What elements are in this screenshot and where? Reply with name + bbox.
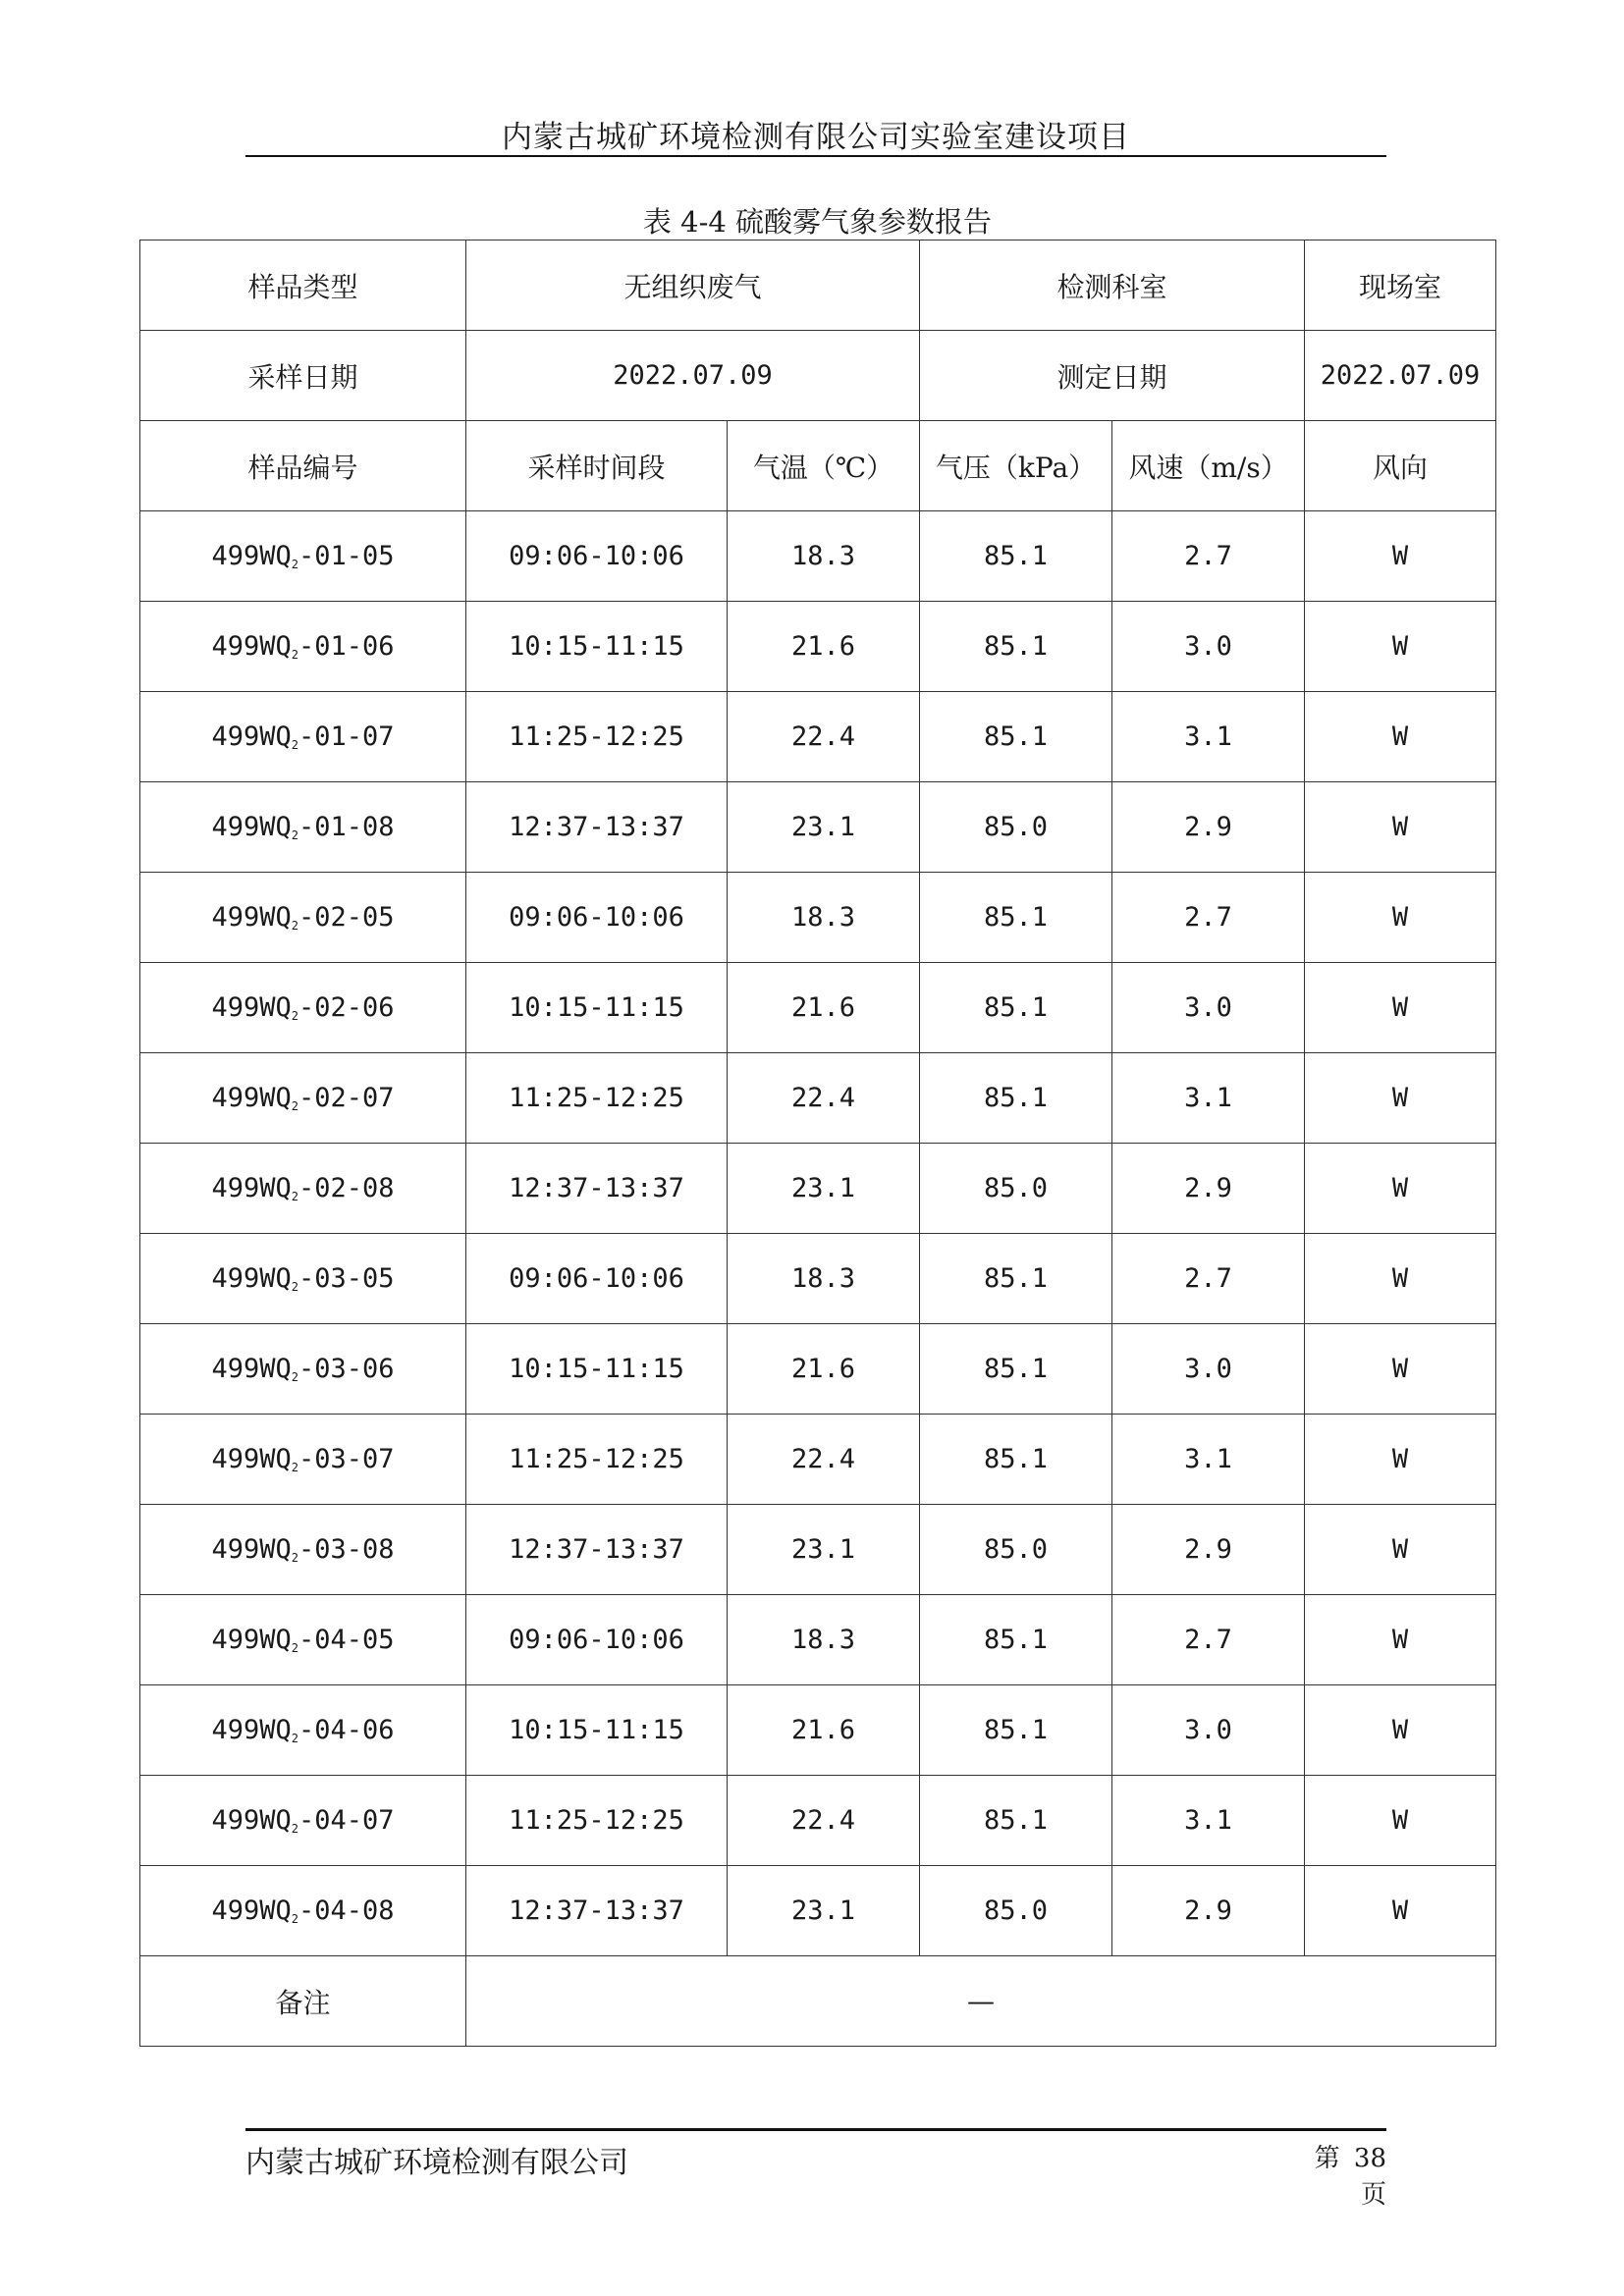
wind-dir-cell: W: [1305, 873, 1496, 963]
table-row: [140, 1776, 1496, 1866]
sample-id-subscript: 2: [291, 828, 298, 842]
wind-dir-cell: W: [1305, 1324, 1496, 1415]
pressure-cell: 85.0: [920, 1866, 1112, 1956]
sample-id-subscript: 2: [291, 1732, 298, 1745]
wind-dir-cell: W: [1305, 782, 1496, 873]
col-header-time: 采样时间段: [466, 421, 728, 511]
table-row: [140, 782, 1496, 873]
header-rule: [245, 155, 1386, 157]
sample-id-cell: [140, 1234, 466, 1324]
sample-id-prefix: 499WQ: [211, 1625, 292, 1655]
wind-dir-cell: W: [1305, 1685, 1496, 1776]
table-caption: 表 4-4 硫酸雾气象参数报告: [642, 205, 993, 239]
temp-cell: 23.1: [728, 1866, 920, 1956]
sample-type-value: 无组织废气: [466, 240, 920, 331]
pressure-cell: 85.1: [920, 1685, 1112, 1776]
time-cell: 11:25-12:25: [466, 1776, 728, 1866]
sample-id-prefix: 499WQ: [211, 631, 292, 662]
footer-company: 内蒙古城矿环境检测有限公司: [245, 2146, 628, 2180]
weather-parameter-table: [139, 240, 1496, 2047]
sample-id-prefix: 499WQ: [211, 721, 292, 752]
col-header-sample-id: 样品编号: [140, 421, 466, 511]
wind-speed-cell: 3.1: [1112, 1776, 1305, 1866]
pressure-cell: 85.0: [920, 1505, 1112, 1595]
table-row: [140, 1866, 1496, 1956]
temp-cell: 21.6: [728, 602, 920, 692]
sample-id-cell: [140, 873, 466, 963]
sample-id-cell: [140, 602, 466, 692]
sample-id-subscript: 2: [291, 1099, 298, 1113]
sample-id-suffix: -04-07: [298, 1805, 395, 1836]
lab-value: 现场室: [1305, 240, 1496, 331]
sample-id-prefix: 499WQ: [211, 1715, 292, 1745]
wind-dir-cell: W: [1305, 1866, 1496, 1956]
temp-cell: 22.4: [728, 692, 920, 782]
sample-id-prefix: 499WQ: [211, 812, 292, 842]
sample-id-prefix: 499WQ: [211, 1263, 292, 1294]
time-cell: 10:15-11:15: [466, 602, 728, 692]
sample-id-suffix: -01-08: [298, 812, 395, 842]
table-row: [140, 1595, 1496, 1685]
wind-dir-cell: W: [1305, 1234, 1496, 1324]
sample-id-cell: [140, 1776, 466, 1866]
sample-id-suffix: -02-06: [298, 992, 395, 1023]
table-body: [140, 240, 1496, 2047]
wind-speed-cell: 2.7: [1112, 1595, 1305, 1685]
remarks-row: [140, 1956, 1496, 2047]
sample-id-suffix: -01-05: [298, 541, 395, 571]
test-date-label: 测定日期: [920, 331, 1305, 421]
remarks-label: 备注: [140, 1956, 466, 2047]
sample-id-prefix: 499WQ: [211, 992, 292, 1023]
sampling-date-label: 采样日期: [140, 331, 466, 421]
temp-cell: 21.6: [728, 1685, 920, 1776]
sample-id-prefix: 499WQ: [211, 1534, 292, 1565]
meta-row-type: [140, 240, 1496, 331]
sample-id-suffix: -02-07: [298, 1083, 395, 1113]
wind-speed-cell: 3.0: [1112, 602, 1305, 692]
table-row: [140, 963, 1496, 1053]
sample-id-prefix: 499WQ: [211, 1805, 292, 1836]
table-row: [140, 873, 1496, 963]
sample-id-subscript: 2: [291, 648, 298, 662]
table-row: [140, 1324, 1496, 1415]
wind-speed-cell: 2.7: [1112, 1234, 1305, 1324]
sample-id-cell: [140, 1505, 466, 1595]
col-header-temp: 气温（℃）: [728, 421, 920, 511]
sample-id-subscript: 2: [291, 1280, 298, 1294]
col-header-pressure: 气压（kPa）: [920, 421, 1112, 511]
temp-cell: 18.3: [728, 1234, 920, 1324]
temp-cell: 21.6: [728, 963, 920, 1053]
pressure-cell: 85.1: [920, 1053, 1112, 1144]
pressure-cell: 85.0: [920, 1144, 1112, 1234]
wind-speed-cell: 2.7: [1112, 873, 1305, 963]
wind-dir-cell: W: [1305, 963, 1496, 1053]
pressure-cell: 85.1: [920, 1415, 1112, 1505]
sample-type-label: 样品类型: [140, 240, 466, 331]
pressure-cell: 85.1: [920, 1595, 1112, 1685]
sample-id-subscript: 2: [291, 558, 298, 571]
wind-speed-cell: 2.9: [1112, 1505, 1305, 1595]
sample-id-prefix: 499WQ: [211, 1354, 292, 1384]
temp-cell: 18.3: [728, 511, 920, 602]
sample-id-subscript: 2: [291, 1370, 298, 1384]
time-cell: 09:06-10:06: [466, 1595, 728, 1685]
sample-id-suffix: -04-05: [298, 1625, 395, 1655]
temp-cell: 22.4: [728, 1415, 920, 1505]
sample-id-cell: [140, 1595, 466, 1685]
temp-cell: 23.1: [728, 782, 920, 873]
pressure-cell: 85.1: [920, 1324, 1112, 1415]
sample-id-prefix: 499WQ: [211, 1896, 292, 1926]
sample-id-suffix: -04-08: [298, 1896, 395, 1926]
temp-cell: 22.4: [728, 1776, 920, 1866]
sample-id-suffix: -02-08: [298, 1173, 395, 1203]
time-cell: 11:25-12:25: [466, 692, 728, 782]
col-header-wind-dir: 风向: [1305, 421, 1496, 511]
wind-dir-cell: W: [1305, 1776, 1496, 1866]
sample-id-subscript: 2: [291, 1190, 298, 1203]
table-row: [140, 1234, 1496, 1324]
sample-id-subscript: 2: [291, 1641, 298, 1655]
temp-cell: 23.1: [728, 1144, 920, 1234]
pressure-cell: 85.1: [920, 1234, 1112, 1324]
sample-id-prefix: 499WQ: [211, 1173, 292, 1203]
wind-speed-cell: 3.0: [1112, 963, 1305, 1053]
pressure-cell: 85.1: [920, 602, 1112, 692]
sample-id-subscript: 2: [291, 738, 298, 752]
sample-id-cell: [140, 1685, 466, 1776]
wind-dir-cell: W: [1305, 692, 1496, 782]
temp-cell: 21.6: [728, 1324, 920, 1415]
pressure-cell: 85.1: [920, 873, 1112, 963]
temp-cell: 18.3: [728, 1595, 920, 1685]
remarks-value: —: [466, 1956, 1496, 2047]
sample-id-prefix: 499WQ: [211, 902, 292, 933]
sample-id-cell: [140, 782, 466, 873]
sample-id-suffix: -03-06: [298, 1354, 395, 1384]
time-cell: 10:15-11:15: [466, 963, 728, 1053]
sample-id-cell: [140, 1415, 466, 1505]
time-cell: 12:37-13:37: [466, 1144, 728, 1234]
sample-id-prefix: 499WQ: [211, 1444, 292, 1474]
wind-speed-cell: 2.7: [1112, 511, 1305, 602]
wind-dir-cell: W: [1305, 511, 1496, 602]
wind-speed-cell: 2.9: [1112, 1144, 1305, 1234]
sample-id-suffix: -03-08: [298, 1534, 395, 1565]
wind-speed-cell: 3.0: [1112, 1324, 1305, 1415]
page-header-title: 内蒙古城矿环境检测有限公司实验室建设项目: [502, 120, 1130, 155]
wind-speed-cell: 3.1: [1112, 1053, 1305, 1144]
wind-dir-cell: W: [1305, 1595, 1496, 1685]
table-row: [140, 1053, 1496, 1144]
time-cell: 09:06-10:06: [466, 873, 728, 963]
time-cell: 10:15-11:15: [466, 1324, 728, 1415]
time-cell: 11:25-12:25: [466, 1415, 728, 1505]
pressure-cell: 85.1: [920, 692, 1112, 782]
temp-cell: 22.4: [728, 1053, 920, 1144]
footer-page-number: 第 38 页: [1314, 2144, 1386, 2210]
footer-rule: [245, 2128, 1386, 2131]
table-row: [140, 1144, 1496, 1234]
sample-id-cell: [140, 1053, 466, 1144]
wind-speed-cell: 3.0: [1112, 1685, 1305, 1776]
meta-row-date: [140, 331, 1496, 421]
sample-id-suffix: -01-06: [298, 631, 395, 662]
temp-cell: 18.3: [728, 873, 920, 963]
sample-id-subscript: 2: [291, 1912, 298, 1926]
table-row: [140, 1415, 1496, 1505]
wind-dir-cell: W: [1305, 1505, 1496, 1595]
sample-id-suffix: -03-07: [298, 1444, 395, 1474]
temp-cell: 23.1: [728, 1505, 920, 1595]
wind-dir-cell: W: [1305, 1144, 1496, 1234]
wind-dir-cell: W: [1305, 602, 1496, 692]
sample-id-suffix: -02-05: [298, 902, 395, 933]
table-row: [140, 1685, 1496, 1776]
pressure-cell: 85.1: [920, 963, 1112, 1053]
sample-id-prefix: 499WQ: [211, 1083, 292, 1113]
wind-speed-cell: 2.9: [1112, 782, 1305, 873]
column-header-row: [140, 421, 1496, 511]
table-row: [140, 1505, 1496, 1595]
wind-dir-cell: W: [1305, 1053, 1496, 1144]
lab-label: 检测科室: [920, 240, 1305, 331]
table-row: [140, 511, 1496, 602]
sample-id-cell: [140, 1144, 466, 1234]
sample-id-cell: [140, 1324, 466, 1415]
sampling-date-value: 2022.07.09: [466, 331, 920, 421]
wind-speed-cell: 2.9: [1112, 1866, 1305, 1956]
sample-id-prefix: 499WQ: [211, 541, 292, 571]
wind-speed-cell: 3.1: [1112, 692, 1305, 782]
sample-id-cell: [140, 1866, 466, 1956]
sample-id-subscript: 2: [291, 1551, 298, 1565]
wind-dir-cell: W: [1305, 1415, 1496, 1505]
wind-speed-cell: 3.1: [1112, 1415, 1305, 1505]
sample-id-suffix: -04-06: [298, 1715, 395, 1745]
sample-id-cell: [140, 511, 466, 602]
sample-id-subscript: 2: [291, 1461, 298, 1474]
sample-id-subscript: 2: [291, 1822, 298, 1836]
table-row: [140, 692, 1496, 782]
sample-id-subscript: 2: [291, 919, 298, 933]
sample-id-cell: [140, 963, 466, 1053]
test-date-value: 2022.07.09: [1305, 331, 1496, 421]
sample-id-cell: [140, 692, 466, 782]
time-cell: 12:37-13:37: [466, 1505, 728, 1595]
time-cell: 12:37-13:37: [466, 782, 728, 873]
col-header-wind-speed: 风速（m/s）: [1112, 421, 1305, 511]
pressure-cell: 85.0: [920, 782, 1112, 873]
sample-id-suffix: -01-07: [298, 721, 395, 752]
pressure-cell: 85.1: [920, 511, 1112, 602]
time-cell: 11:25-12:25: [466, 1053, 728, 1144]
sample-id-suffix: -03-05: [298, 1263, 395, 1294]
time-cell: 09:06-10:06: [466, 511, 728, 602]
time-cell: 09:06-10:06: [466, 1234, 728, 1324]
time-cell: 12:37-13:37: [466, 1866, 728, 1956]
pressure-cell: 85.1: [920, 1776, 1112, 1866]
table-row: [140, 602, 1496, 692]
sample-id-subscript: 2: [291, 1009, 298, 1023]
time-cell: 10:15-11:15: [466, 1685, 728, 1776]
